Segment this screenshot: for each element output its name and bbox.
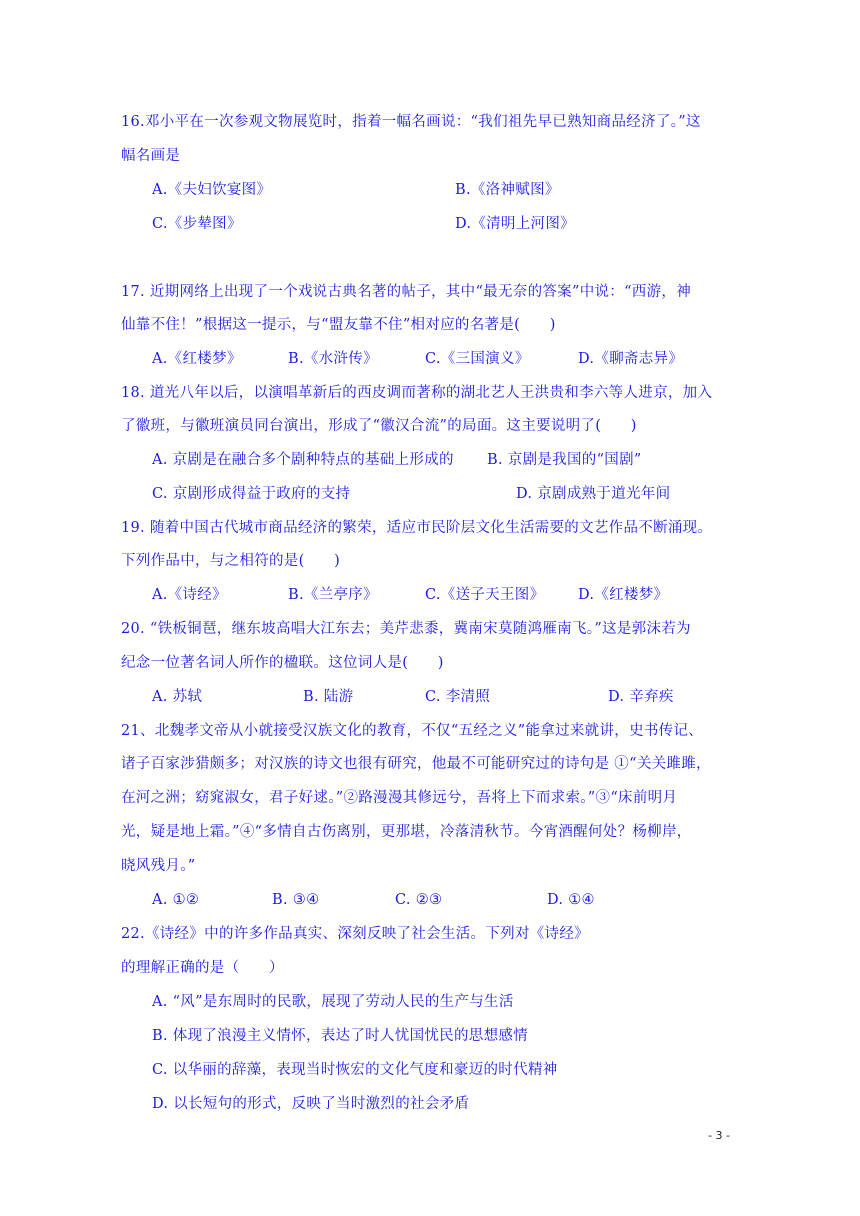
q18-option-a: A. 京剧是在融合多个剧种特点的基础上形成的 [152, 452, 454, 468]
q22-option-d: D. 以长短句的形式，反映了当时激烈的社会矛盾 [152, 1096, 470, 1112]
q21-stem-line4: 光，疑是地上霜。”④“多情自古伤离别，更那堪，冷落清秋节。今宵酒醒何处？杨柳岸， [121, 824, 692, 840]
q21-option-b: B. ③④ [272, 892, 320, 908]
q19-option-d: D.《红楼梦》 [578, 587, 669, 603]
q16-option-d: D.《清明上河图》 [455, 216, 575, 232]
q17-option-b: B.《水浒传》 [288, 351, 378, 367]
q19-stem-line2: 下列作品中，与之相符的是( ) [121, 553, 341, 569]
q21-option-d: D. ①④ [547, 892, 595, 908]
q19-option-c: C.《送子天王图》 [425, 587, 545, 603]
q18-stem-line2: 了徽班，与徽班演员同台演出，形成了“徽汉合流”的局面。这主要说明了( ) [121, 418, 637, 434]
q21-stem-line3: 在河之洲；窈窕淑女，君子好逑。”②路漫漫其修远兮，吾将上下而求索。”③“床前明月 [121, 790, 678, 806]
q20-stem-line2: 纪念一位著名词人所作的楹联。这位词人是( ) [121, 655, 444, 671]
q18-option-b: B. 京剧是我国的“国剧” [487, 452, 642, 468]
q21-stem-line5: 晓风残月。” [121, 858, 196, 874]
q16-option-b: B.《洛神赋图》 [455, 182, 560, 198]
q16-stem-line1: 16.邓小平在一次参观文物展览时，指着一幅名画说：“我们祖先早已熟知商品经济了。”这 [121, 114, 701, 130]
q21-stem-line2: 诸子百家涉猎颇多；对汉族的诗文也很有研究，他最不可能研究过的诗句是 ①“关关雎雎， [121, 756, 711, 772]
q20-option-a: A. 苏轼 [152, 689, 203, 705]
q18-stem-line1: 18. 道光八年以后，以演唱革新后的西皮调而著称的湖北艺人王洪贵和李六等人进京，加入 [121, 385, 713, 401]
q20-option-b: B. 陆游 [303, 689, 354, 705]
q19-option-b: B.《兰亭序》 [288, 587, 378, 603]
q22-option-a: A. “风”是东周时的民歌，展现了劳动人民的生产与生活 [152, 994, 514, 1010]
q16-option-a: A.《夫妇饮宴图》 [152, 182, 272, 198]
q20-option-d: D. 辛弃疾 [608, 689, 674, 705]
q21-stem-line1: 21、北魏孝文帝从小就接受汉族文化的教育，不仅“五经之义”能拿过来就讲，史书传记、 [121, 723, 704, 739]
q17-option-a: A.《红楼梦》 [152, 351, 242, 367]
q22-stem-line2: 的理解正确的是（ ） [121, 960, 284, 976]
q22-stem-line1: 22.《诗经》中的许多作品真实、深刻反映了社会生活。下列对《诗经》 [121, 926, 589, 942]
q22-option-b: B. 体现了浪漫主义情怀，表达了时人忧国忧民的思想感情 [152, 1028, 528, 1044]
q21-option-a: A. ①② [152, 892, 200, 908]
q18-option-d: D. 京剧成熟于道光年间 [516, 486, 671, 502]
q19-option-a: A.《诗经》 [152, 587, 227, 603]
q20-option-c: C. 李清照 [425, 689, 491, 705]
page-number: - 3 - [708, 1129, 730, 1142]
q16-stem-line2: 幅名画是 [121, 148, 181, 164]
q17-option-d: D.《聊斋志异》 [578, 351, 684, 367]
q17-stem-line1: 17. 近期网络上出现了一个戏说古典名著的帖子，其中“最无奈的答案”中说：“西游，神 [121, 284, 692, 300]
q21-option-c: C. ②③ [395, 892, 443, 908]
q18-option-c: C. 京剧形成得益于政府的支持 [152, 486, 351, 502]
q17-option-c: C.《三国演义》 [425, 351, 530, 367]
q16-option-c: C.《步辇图》 [152, 216, 242, 232]
q19-stem-line1: 19. 随着中国古代城市商品经济的繁荣，适应市民阶层文化生活需要的文艺作品不断涌现。 [121, 520, 713, 536]
q17-stem-line2: 仙靠不住！”根据这一提示，与“盟友靠不住”相对应的名著是( ) [121, 317, 556, 333]
q20-stem-line1: 20. “铁板铜琶，继东坡高唱大江东去；美芹悲黍，冀南宋莫随鸿雁南飞。”这是郭沫若为 [121, 621, 691, 637]
q22-option-c: C. 以华丽的辞藻，表现当时恢宏的文化气度和豪迈的时代精神 [152, 1062, 558, 1078]
